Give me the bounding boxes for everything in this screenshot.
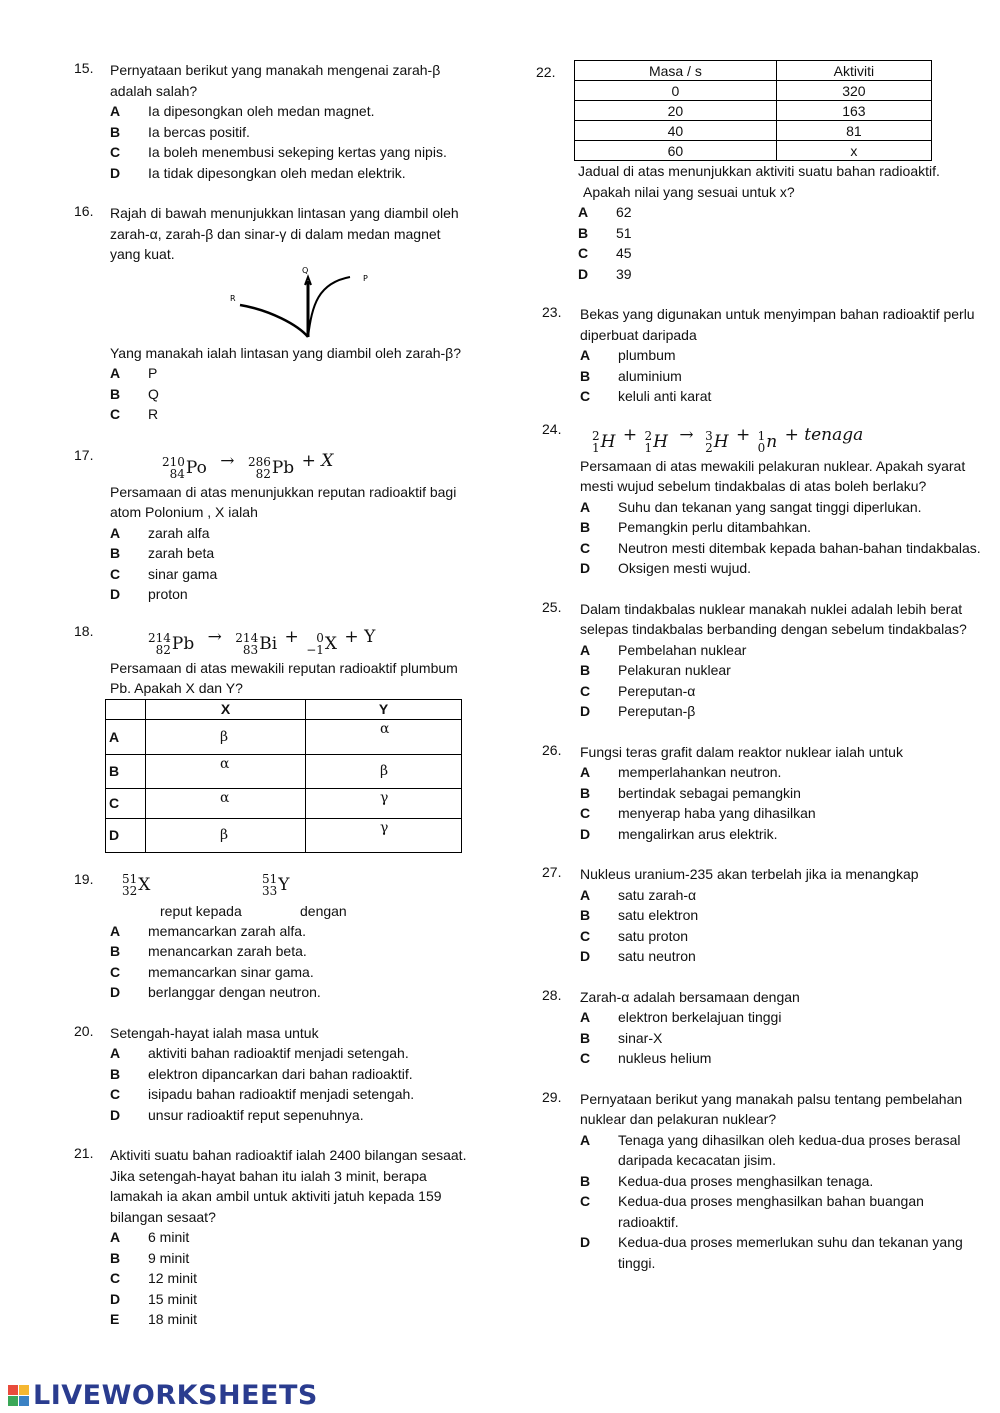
question-number: 17.	[74, 446, 94, 463]
question-number: 15.	[74, 60, 94, 76]
option-a[interactable]: A Pembelahan nuklear	[580, 641, 747, 658]
table-row[interactable]: A β α	[106, 719, 462, 754]
option-a[interactable]: A 6 minit	[110, 1229, 190, 1245]
option-c[interactable]: C Ia boleh menembusi sekeping kertas yang nipis.	[110, 144, 447, 160]
activity-table: Masa / s Aktiviti 0 320 20 163 40 81 60 x	[574, 60, 932, 161]
option-b[interactable]: B Pemangkin perlu ditambahkan.	[580, 519, 812, 535]
option-a[interactable]: A Suhu dan tekanan yang sangat tinggi diperlukan.	[580, 498, 922, 515]
option-d[interactable]: D satu neutron	[580, 948, 696, 964]
question-28	[536, 987, 986, 1069]
right-column	[536, 60, 986, 1291]
option-d[interactable]: D unsur radioaktif reput sepenuhnya.	[110, 1106, 364, 1123]
option-b[interactable]: B aluminium	[580, 367, 682, 384]
question-18	[74, 623, 474, 853]
table-row[interactable]: B α β	[106, 754, 462, 788]
table-row: 0 320	[575, 81, 932, 101]
option-d[interactable]: D Kedua-dua proses memerlukan suhu dan tekanan yang tinggi.	[580, 1234, 963, 1271]
question-17	[74, 447, 474, 605]
option-a[interactable]: A P	[110, 365, 158, 381]
question-number: 23.	[542, 304, 562, 320]
question-text: Zarah-α adalah bersamaan dengan	[580, 988, 800, 1005]
question-text: Nukleus uranium-235 akan terbelah jika ia menangkap	[580, 866, 919, 882]
option-d[interactable]: D Oksigen mesti wujud.	[580, 560, 752, 576]
option-b[interactable]: B satu elektron	[580, 907, 699, 923]
connector-text: reput kepada	[160, 902, 242, 919]
question-number: 22.	[536, 64, 556, 80]
option-c[interactable]: C memancarkan sinar gama.	[110, 963, 314, 980]
question-22	[536, 60, 986, 284]
table-row[interactable]: C α γ	[106, 788, 462, 818]
decay-equation: 210 84 Po → 286 82 Pb + X	[162, 450, 334, 481]
option-c[interactable]: C nukleus helium	[580, 1050, 712, 1066]
question-number: 20.	[74, 1022, 94, 1039]
table-row: 40 81	[575, 121, 932, 141]
option-c[interactable]: C isipadu bahan radioaktif menjadi setengah.	[110, 1086, 415, 1102]
question-29	[536, 1089, 986, 1274]
right-curve-path	[308, 277, 350, 337]
option-a[interactable]: A Ia dipesongkan oleh medan magnet.	[110, 103, 375, 119]
option-b[interactable]: B 51	[578, 224, 632, 241]
option-a[interactable]: A 62	[578, 204, 632, 220]
question-text: Pernyataan berikut yang manakah mengenai zarah-β adalah salah?	[110, 62, 441, 99]
option-c[interactable]: C Pereputan-α	[580, 682, 696, 699]
option-b[interactable]: B zarah beta	[110, 545, 215, 561]
option-c[interactable]: C satu proton	[580, 927, 689, 944]
option-a[interactable]: A zarah alfa	[110, 524, 210, 541]
option-a[interactable]: A Tenaga yang dihasilkan oleh kedua-dua proses berasal daripada kecacatan jisim.	[580, 1131, 961, 1168]
question-text: Bekas yang digunakan untuk menyimpan bahan radioaktif perlu diperbuat daripada	[580, 306, 975, 343]
option-c[interactable]: C keluli anti karat	[580, 388, 712, 404]
question-number: 21.	[74, 1145, 94, 1161]
decay-equation: 214 82 Pb → 214 83 Bi + 0 −1 X + Y	[148, 626, 376, 657]
question-number: 16.	[74, 203, 94, 219]
option-a[interactable]: A elektron berkelajuan tinggi	[580, 1009, 782, 1025]
question-number: 25.	[542, 598, 562, 615]
question-number: 28.	[542, 986, 562, 1003]
option-d[interactable]: D 15 minit	[110, 1290, 198, 1307]
option-d[interactable]: D 39	[578, 265, 632, 282]
question-text: Pernyataan berikut yang manakah palsu tentang pembelahan nuklear dan pelakuran nuklear?	[580, 1090, 963, 1127]
question-15	[74, 60, 474, 183]
table-row[interactable]: D β γ	[106, 818, 462, 852]
question-number: 18.	[74, 622, 94, 639]
option-d[interactable]: D berlanggar dengan neutron.	[110, 984, 321, 1000]
question-text: Dalam tindakbalas nuklear manakah nuklei adalah lebih berat selepas tindakbalas berbanding dengan sebelum tindakbalas?	[580, 600, 967, 637]
path-label-p: P	[363, 273, 368, 283]
magnetic-field-diagram	[110, 265, 474, 343]
option-e[interactable]: E 18 minit	[110, 1311, 198, 1327]
question-text: Fungsi teras grafit dalam reaktor nuklear ialah untuk	[580, 743, 903, 760]
option-c[interactable]: C menyerap haba yang dihasilkan	[580, 805, 816, 821]
question-23	[536, 304, 986, 407]
path-label-r: R	[230, 293, 236, 303]
question-20	[74, 1023, 474, 1126]
question-number: 29.	[542, 1088, 562, 1105]
option-a[interactable]: A satu zarah-α	[580, 886, 697, 903]
question-24	[536, 421, 986, 579]
logo-icon	[8, 1385, 30, 1407]
option-a[interactable]: A aktiviti bahan radioaktif menjadi setengah.	[110, 1045, 409, 1061]
question-21	[74, 1145, 474, 1330]
option-b[interactable]: B Ia bercas positif.	[110, 123, 250, 140]
logo-text: LIVEWORKSHEETS	[33, 1380, 318, 1411]
question-number: 24.	[542, 420, 562, 437]
path-label-q: Q	[302, 265, 309, 275]
option-a[interactable]: A plumbum	[580, 347, 676, 363]
option-b[interactable]: B Pelakuran nuklear	[580, 662, 731, 678]
option-d[interactable]: D Pereputan-β	[580, 703, 696, 719]
question-number: 27.	[542, 864, 562, 880]
question-text: Setengah-hayat ialah masa untuk	[110, 1024, 319, 1041]
answer-table: X Y A β α B α β C α γ D β γ	[105, 699, 462, 853]
table-row: 20 163	[575, 101, 932, 121]
option-a[interactable]: A memperlahankan neutron.	[580, 764, 782, 780]
option-d[interactable]: D mengalirkan arus elektrik.	[580, 825, 778, 842]
option-d[interactable]: D Ia tidak dipesongkan oleh medan elektrik.	[110, 164, 406, 181]
option-a[interactable]: A memancarkan zarah alfa.	[110, 922, 306, 939]
option-b[interactable]: B Q	[110, 385, 159, 402]
option-b[interactable]: B sinar-X	[580, 1029, 663, 1046]
option-c[interactable]: C R	[110, 406, 159, 422]
question-text: Jadual di atas menunjukkan aktiviti suatu bahan radioaktif.	[578, 163, 940, 179]
question-text: Persamaan di atas menunjukkan reputan radioaktif bagi atom Polonium , X ialah	[110, 483, 457, 520]
option-c[interactable]: C Neutron mesti ditembak kepada bahan-bahan tindakbalas.	[580, 539, 981, 556]
question-text: Rajah di bawah menunjukkan lintasan yang diambil oleh zarah-α, zarah-β dan sinar-γ di dalam medan magnet yang kuat.	[110, 205, 459, 262]
option-b[interactable]: B menancarkan zarah beta.	[110, 943, 307, 959]
question-27	[536, 864, 986, 967]
option-b[interactable]: B elektron dipancarkan dari bahan radioaktif.	[110, 1065, 413, 1082]
question-19	[74, 871, 474, 1003]
question-16	[74, 203, 474, 425]
question-number: 26.	[542, 741, 562, 758]
option-c[interactable]: C 12 minit	[110, 1270, 198, 1286]
option-d[interactable]: D proton	[110, 586, 188, 602]
nuclide-pair: 51 32 X 51 33 Y	[122, 871, 290, 898]
connector-text: dengan	[300, 902, 347, 919]
particle-paths-svg	[170, 265, 370, 343]
question-text: Aktiviti suatu bahan radioaktif ialah 2400 bilangan sesaat. Jika setengah-hayat bahan itu ialah 3 minit, berapa lamakah ia akan ambil untuk aktiviti jatuh kepada 159 bilangan sesaat?	[110, 1147, 467, 1225]
left-curve-path	[240, 305, 308, 337]
question-subtext: Yang manakah ialah lintasan yang diambil oleh zarah-β?	[110, 344, 462, 361]
question-subtext: Apakah nilai yang sesuai untuk x?	[583, 183, 795, 200]
option-b[interactable]: B Kedua-dua proses menghasilkan tenaga.	[580, 1172, 874, 1189]
option-c[interactable]: C Kedua-dua proses menghasilkan bahan buangan radioaktif.	[580, 1193, 924, 1230]
question-text: Persamaan di atas mewakili pelakuran nuklear. Apakah syarat mesti wujud sebelum tindakbalas di atas boleh berlaku?	[580, 457, 966, 494]
question-26	[536, 742, 986, 845]
left-column	[74, 60, 474, 1348]
option-c[interactable]: C sinar gama	[110, 565, 218, 582]
liveworksheets-logo[interactable]	[8, 1380, 318, 1411]
question-text: Persamaan di atas mewakili reputan radioaktif plumbum Pb. Apakah X dan Y?	[110, 659, 458, 696]
fusion-equation: 2 1 H + 2 1 H → 3 2 H + 1 0 n + tenaga	[592, 424, 864, 455]
question-25	[536, 599, 986, 722]
option-b[interactable]: B 9 minit	[110, 1249, 190, 1266]
option-c[interactable]: C 45	[578, 245, 632, 261]
question-number: 19.	[74, 870, 94, 887]
option-b[interactable]: B bertindak sebagai pemangkin	[580, 784, 801, 801]
table-row: 60 x	[575, 141, 932, 161]
